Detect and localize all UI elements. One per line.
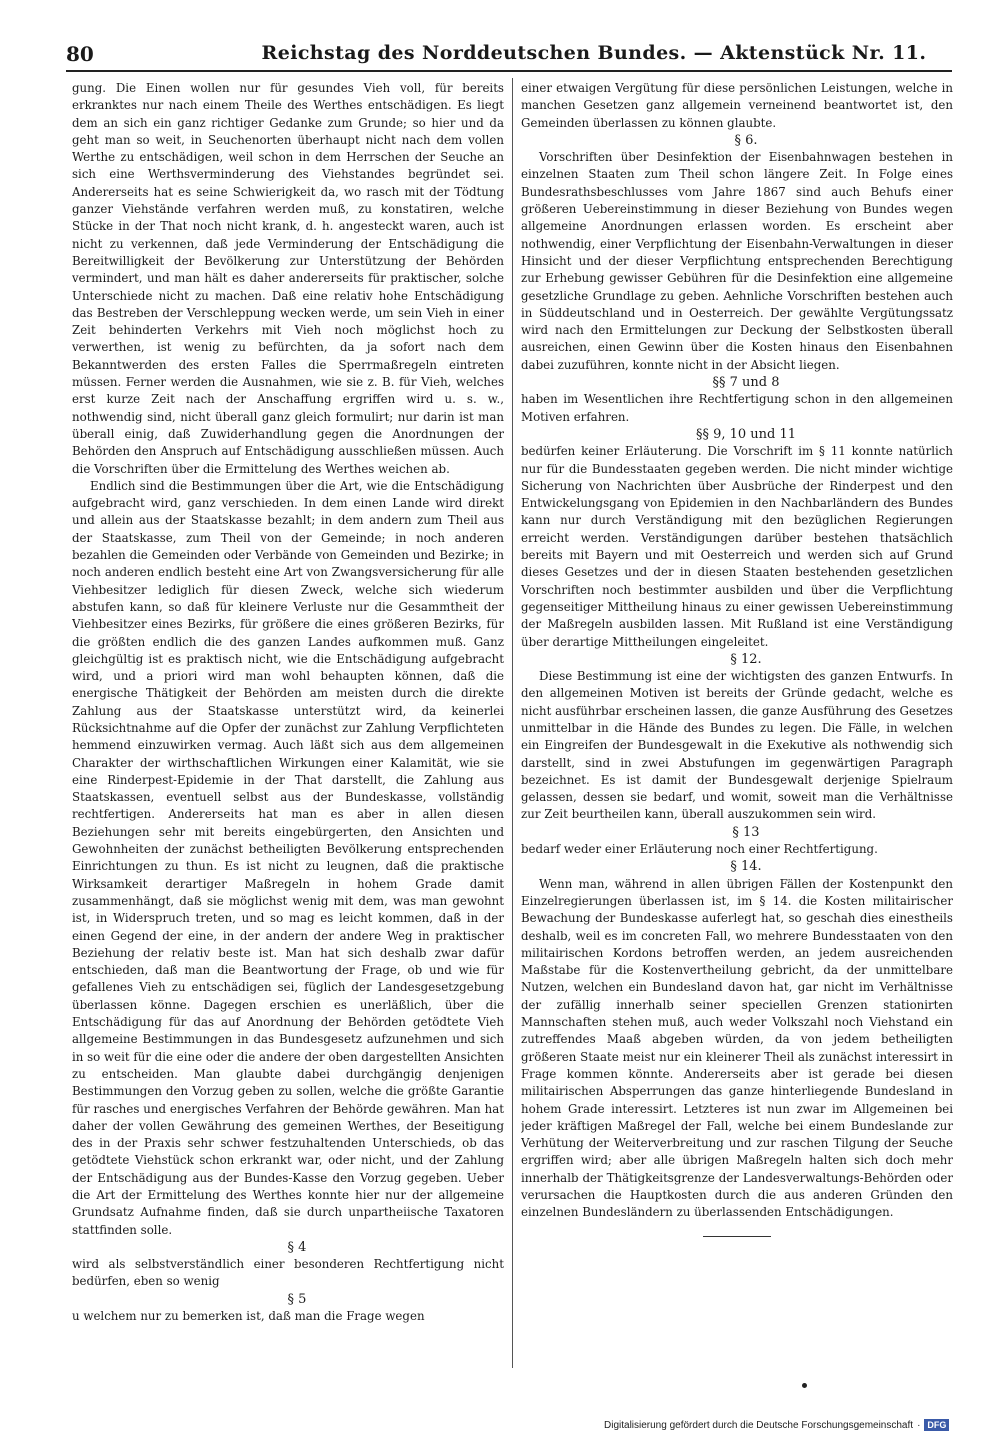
paragraph: gung. Die Einen wollen nur für gesundes Vieh voll, für bereits erkranktes nur nach einem Theile des Werthes entschädigen. Es liegt dem an sich ein ganz richtiger Gedanke zum Grunde; so hier und da geht man so weit, in Seuchenorten überhaupt nicht nach dem vollen Werthe zu entschädigen, weil schon in dem Herrschen der Seuche an sich eine Werthsverminderung des Viehstandes begründet sei. Andererseits hat es seine Schwierigkeit da, wo rasch mit der Tödtung ganzer Viehstände verfahren werden muß, zu konstatiren, welche Stücke in der That noch nicht krank, d. h. angesteckt waren, auch ist nicht zu verkennen, daß jede Verminderung der Entschädigung die Bereitwilligkeit der Bevölkerung zur Unterstützung der Behörden vermindert, und man hält es daher andererseits für praktischer, solche Unterschiede nicht zu machen. Daß eine relativ hohe Entschädigung das Bestreben der Verschleppung wecken werde, um sein Vieh in einer Zeit behinderten Verkehrs mit Vieh noch möglichst hoch zu verwerthen, ist wenig zu befürchten, da ja sofort nach dem Bekanntwerden des ersten Falles die Sperrmaßregeln eintreten müssen. Ferner werden die Ausnahmen, wie sie z. B. für Vieh, welches erst kurze Zeit nach der Anschaffung ergriffen wird u. s. w., nothwendig sind, nicht überall ganz gleich formulirt; nur darin ist man überall einig, daß Zuwiderhandlung gegen die Anordnungen der Behörden den Anspruch auf Entschädigung ausschließen müssen. Auch die Vorschriften über die Ermittelung des Werthes weichen ab. (72, 81, 504, 476)
column-divider (512, 78, 513, 1368)
paragraph: Vorschriften über Desinfektion der Eisenbahnwagen bestehen in einzelnen Staaten zum Theil schon längere Zeit. In Folge eines Bundesrathsbeschlusses vom Jahre 1867 sind auch Behufs einer größeren Uebereinstimmung in dieser Beziehung von Bundes wegen allgemeine Anordnungen erlassen worden. Es erscheint aber nothwendig, einer Verpflichtung der Eisenbahn-Verwaltungen in dieser Hinsicht und der dieser Verpflichtung entsprechenden Berechtigung zur Erhebung gewisser Gebühren für die Desinfektion eine allgemeine gesetzliche Grundlage zu geben. Aehnliche Vorschriften bestehen auch in Süddeutschland und in Oesterreich. Der gewählte Vergütungssatz wird nach den Ermittelungen zur Deckung der Selbstkosten überall ausreichen, einen Gewinn über die Kosten hinaus den Eisenbahnen dabei zuzuführen, konnte nicht in der Absicht liegen. (521, 150, 953, 372)
paragraph: einer etwaigen Vergütung für diese persönlichen Leistungen, welche in manchen Gesetzen ganz allgemein verneinend beantwortet ist, den Gemeinden überlassen zu können glaubte. (521, 81, 953, 130)
section-heading: § 4 (287, 1239, 307, 1255)
left-column (72, 80, 504, 1350)
page-footer: Digitalisierung gefördert durch die Deutsche Forschungsgemeinschaft · DFG (604, 1419, 949, 1431)
running-title: Reichstag des Norddeutschen Bundes. — Aktenstück Nr. 11. (261, 42, 927, 64)
section-heading: § 12. (730, 651, 762, 667)
paragraph: wird als selbstverständlich einer besonderen Rechtfertigung nicht bedürfen, eben so wenig (72, 1257, 504, 1289)
right-column (521, 80, 953, 1340)
section-heading: § 14. (730, 859, 762, 875)
section-heading: § 6. (734, 132, 758, 148)
page-number: 80 (66, 42, 94, 66)
paragraph: u welchem nur zu bemerken ist, daß man die Frage wegen (72, 1309, 425, 1324)
ink-dot (802, 1383, 807, 1388)
paragraph: bedürfen keiner Erläuterung. Die Vorschrift im § 11 konnte natürlich nur für die Bundesstaaten gegeben werden. Die nicht minder wichtige Sicherung von Nachrichten über Ausbrüche der Rinderpest und den Entwickelungsgang von Epidemien in den Nachbarländern des Bundes kann nur durch Verständigung mit den bezüglichen Regierungen erreicht werden. Verständigungen darüber bestehen thatsächlich bereits mit Bayern und mit Oesterreich und werden sich auf Grund dieses Gesetzes und der in diesen Staaten bestehenden gesetzlichen Vorschriften noch bestimmter ausbilden und über die Verpflichtung gegenseitiger Mittheilung hinaus zu einer gewissen Uebereinstimmung der Maßregeln ausbilden lassen. Mit Rußland ist eine Verständigung über derartige Mittheilungen eingeleitet. (521, 444, 953, 649)
section-heading: § 13 (732, 824, 760, 840)
paragraph: haben im Wesentlichen ihre Rechtfertigung schon in den allgemeinen Motiven erfahren. (521, 392, 953, 424)
page-header (66, 40, 952, 72)
paragraph: bedarf weder einer Erläuterung noch einer Rechtfertigung. (521, 842, 878, 857)
section-heading: §§ 9, 10 und 11 (695, 426, 797, 442)
paragraph: Endlich sind die Bestimmungen über die Art, wie die Entschädigung aufgebracht wird, ganz verschieden. In dem einen Lande wird direkt und allein aus der Staatskasse bezahlt; in dem andern zum Theil aus der Staatskasse, zum Theil von der Gemeinde; in noch anderen bezahlen die Gemeinden oder Verbände von Gemeinden und Bezirke; in noch anderen endlich besteht eine Art von Zwangsversicherung für alle Viehbesitzer lediglich für diesen Zweck, welche sich wiederum abstufen kann, so daß für kleinere Verluste nur die Gesammtheit der Viehbesitzer eines Bezirks, für größere die eines größeren Bezirks, für die größten endlich die des ganzen Landes aufkommen muß. Ganz gleichgültig ist es praktisch nicht, wie die Entschädigung aufgebracht wird, und a priori wird man wohl behaupten können, daß die energische Thätigkeit der Behörden am meisten durch die direkte Zahlung aus der Staatskasse unterstützt wird, da keinerlei Rücksichtnahme auf die Opfer der zunächst zur Zahlung Verpflichteten hemmend einzuwirken vermag. Auch läßt sich aus dem allgemeinen Charakter der wirthschaftlichen Wirkungen einer Kalamität, wie sie eine Rinderpest-Epidemie in der That darstellt, die Zahlung aus Staatskassen, eventuell selbst aus der Bundeskasse, vollständig rechtfertigen. Andererseits hat man es aber in allen diesen Beziehungen sehr mit bereits eingebürgerten, den Ansichten und Gewohnheiten der zunächst betheiligten Bevölkerung entsprechenden Einrichtungen zu thun. Es ist nicht zu leugnen, daß die praktische Wirksamkeit derartiger Maßregeln in hohem Grade damit zusammenhängt, daß sie möglichst wenig mit dem, was man gewohnt ist, in Widerspruch treten, und so mag es leicht kommen, daß in der einen Gegend der eine, in der andern der andere Weg in praktischer Beziehung der relativ beste ist. Man hat sich deshalb zwar dafür entschieden, daß man die Beantwortung der Frage, ob und wie für gefallenes Vieh zu entschädigen sei, füglich der Landesgesetzgebung überlassen könne. Dagegen erschien es unerläßlich, über die Entschädigung für das auf Anordnung der Behörden getödtete Vieh allgemeine Bestimmungen in das Bundesgesetz aufzunehmen und sich in so weit für die eine oder die andere der oben dargestellten Ansichten zu entscheiden. Man glaubte dabei durchgängig denjenigen Bestimmungen den Vorzug geben zu sollen, welche die größte Garantie für rasches und energisches Verfahren der Behörde gewähren. Man hat daher der vollen Gewährung des gemeinen Werthes, der Beseitigung des in der Praxis sehr schwer festzuhaltenden Unterschieds, ob das getödtete Viehstück schon erkrankt war, oder nicht, und der Zahlung der Entschädigung aus der Bundes-Kasse den Vorzug gegeben. Ueber die Art der Ermittelung des Werthes konnte hier nur der allgemeine Grundsatz Aufnahme finden, daß sie durch unpartheiische Taxatoren stattfinden solle. (72, 478, 504, 1237)
section-heading: § 5 (287, 1291, 307, 1307)
end-rule (703, 1236, 771, 1237)
dfg-logo-icon: DFG (924, 1419, 949, 1431)
paragraph: Diese Bestimmung ist eine der wichtigsten des ganzen Entwurfs. In den allgemeinen Motiven ist bereits der Gründe gedacht, welche es nicht ausführbar erscheinen lassen, die ganze Ausführung des Gesetzes unmittelbar in die Hände des Bundes zu legen. Die Fälle, in welchen ein Eingreifen der Bundesgewalt in die Exekutive als nothwendig sich darstellt, sind in zwei Abstufungen im gegenwärtigen Paragraph bezeichnet. Es ist damit der Bundesgewalt derjenige Spielraum gelassen, dessen sie bedarf, und womit, soweit man die Verhältnisse zur Zeit beurtheilen kann, überall auszukommen sein wird. (521, 669, 953, 822)
section-heading: §§ 7 und 8 (712, 375, 780, 391)
paragraph: Wenn man, während in allen übrigen Fällen der Kostenpunkt den Einzelregierungen überlassen ist, im § 14. die Kosten militairischer Bewachung der Bundeskasse auferlegt hat, so geschah dies einestheils deshalb, weil es im concreten Fall, wo mehrere Bundesstaaten von den militairischen Kordons betroffen werden, an jedem ausreichenden Maßstabe für die Kostenvertheilung gebricht, da der unmittelbare Nutzen, welchen ein Bundesland davon hat, gar nicht im Verhältnisse der zufällig innerhalb seiner speciellen Grenzen stationirten Mannschaften stehen muß, auch weder Volkszahl noch Viehstand ein zutreffendes Maaß abgeben würden, da von jedem betheiligten größeren Staate meist nur ein kleinerer Theil als zunächst interessirt in Frage kommen könnte. Andererseits aber ist gerade bei diesen militairischen Absperrungen das ganze hinterliegende Bundesland in hohem Grade interessirt. Letzteres ist nun zwar im Allgemeinen bei jeder kräftigen Maßregel der Fall, welche bei einem Bundeslande zur Verhütung der Weiterverbreitung und zur raschen Tilgung der Seuche ergriffen wird; aber alle übrigen Maßregeln halten sich doch mehr innerhalb der Thätigkeitsgrenze der Landesverwaltungs-Behörden oder verursachen die Hauptkosten durch die aus anderen Gründen den einzelnen Bundesländern zu überlassenden Entschädigungen. (521, 876, 953, 1220)
footer-credit: Digitalisierung gefördert durch die Deutsche Forschungsgemeinschaft (604, 1419, 914, 1431)
